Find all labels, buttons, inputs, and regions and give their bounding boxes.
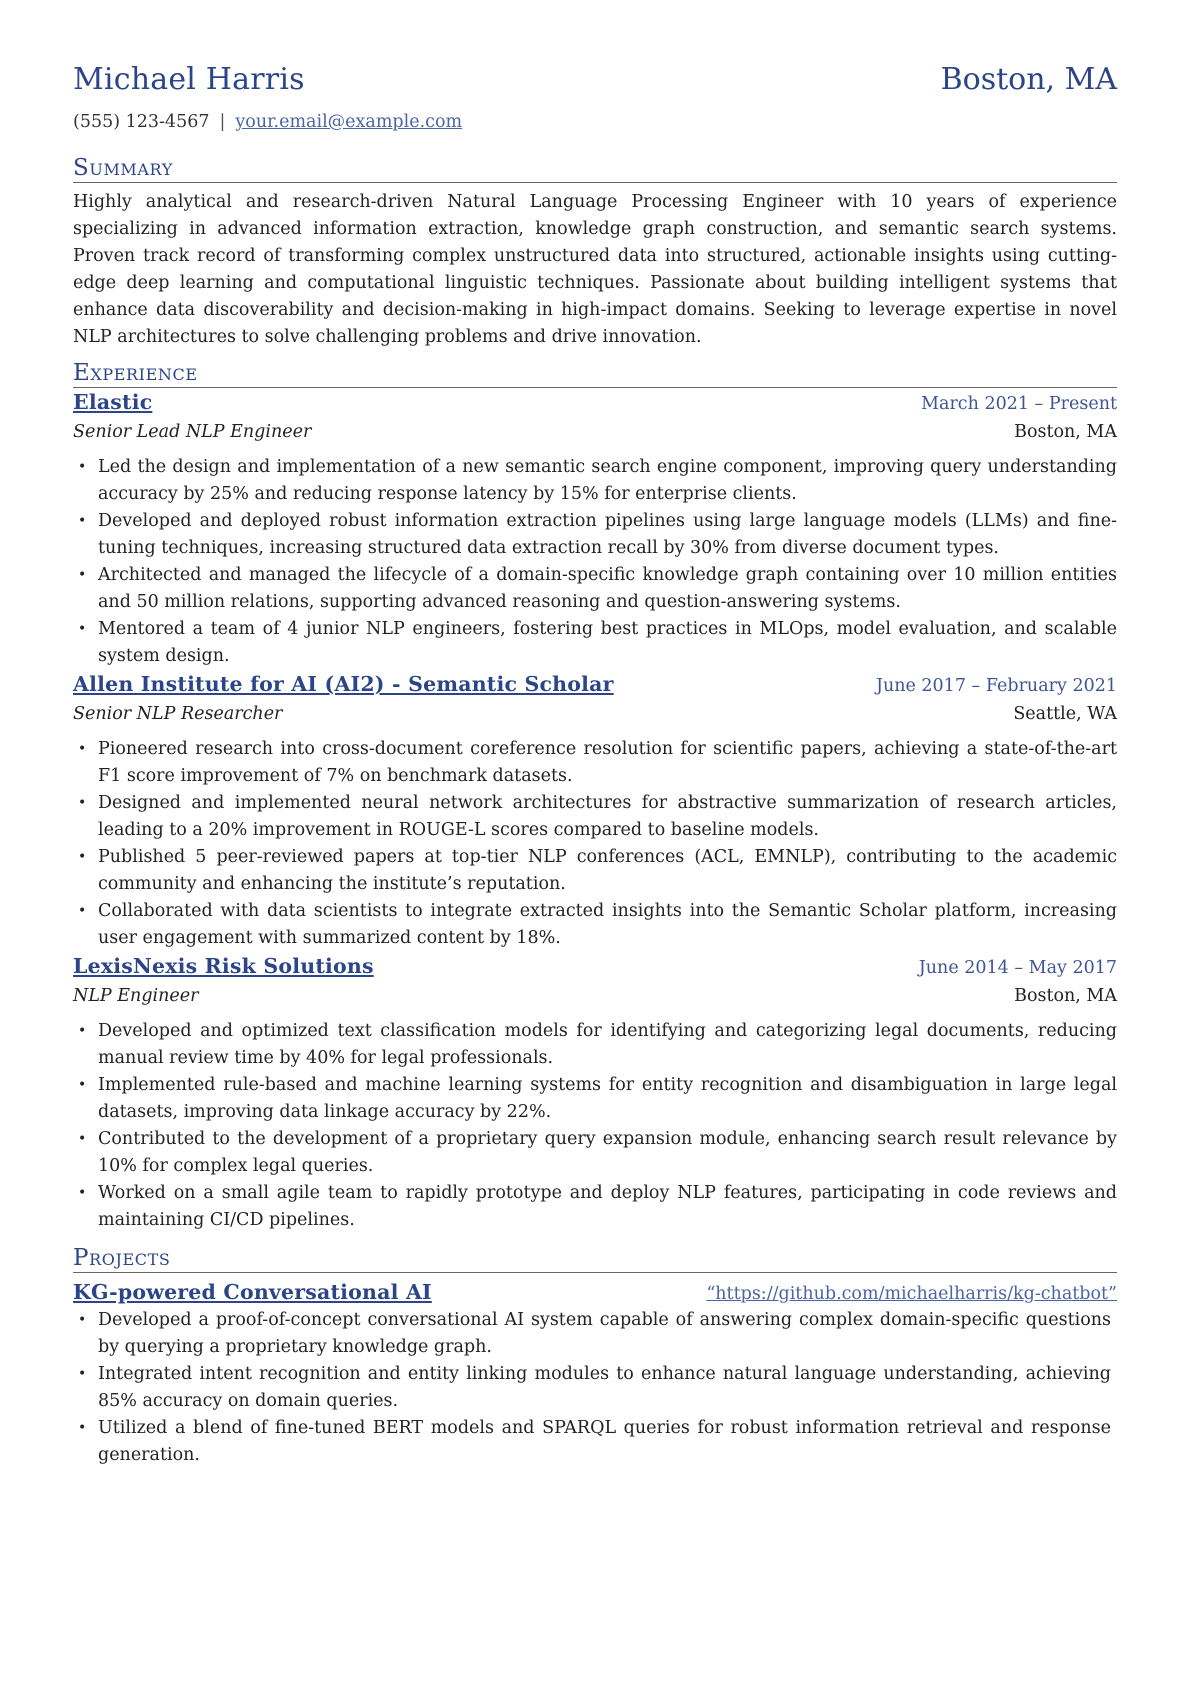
company-link[interactable]: LexisNexis Risk Solutions (73, 954, 374, 978)
bullet-item: • Developed and deployed robust information extraction pipelines using large language models (LLMs) and fine-tuning techniques, increasing structured data extraction recall by 30% from diverse document types. (73, 508, 1117, 562)
project-repo-link[interactable]: “https://github.com/michaelharris/kg-chatbot” (706, 1284, 1117, 1304)
project-bullets (73, 1307, 1117, 1469)
job-entry (73, 952, 1117, 1234)
bullet-item: • Worked on a small agile team to rapidly prototype and deploy NLP features, participating in code reviews and maintaining CI/CD pipelines. (73, 1180, 1117, 1234)
job-location: Boston, MA (1014, 422, 1117, 442)
bullet-item: • Led the design and implementation of a new semantic search engine component, improving query understanding accuracy by 25% and reducing response latency by 15% for enterprise clients. (73, 454, 1117, 508)
project-entry (73, 1279, 1117, 1469)
candidate-name: Michael Harris (73, 62, 305, 97)
job-dates: March 2021 – Present (921, 394, 1117, 414)
job-header (73, 952, 1117, 983)
contact-separator: | (219, 112, 226, 132)
bullet-item: • Utilized a blend of fine-tuned BERT models and SPARQL queries for robust information retrieval and response generation. (73, 1415, 1117, 1469)
job-role: Senior Lead NLP Engineer (73, 422, 312, 442)
job-location: Seattle, WA (1013, 704, 1117, 724)
job-bullets (73, 454, 1117, 670)
email-link[interactable]: your.email@example.com (235, 112, 463, 132)
projects-heading: Projects (73, 1244, 1117, 1273)
job-role: NLP Engineer (73, 986, 199, 1006)
bullet-item: • Implemented rule-based and machine learning systems for entity recognition and disambiguation in large legal datasets, improving data linkage accuracy by 22%. (73, 1072, 1117, 1126)
project-name-link[interactable]: KG-powered Conversational AI (73, 1280, 432, 1304)
bullet-item: • Contributed to the development of a proprietary query expansion module, enhancing search result relevance by 10% for complex legal queries. (73, 1126, 1117, 1180)
bullet-item: • Mentored a team of 4 junior NLP engineers, fostering best practices in MLOps, model evaluation, and scalable system design. (73, 616, 1117, 670)
job-entry (73, 388, 1117, 670)
job-role: Senior NLP Researcher (73, 704, 283, 724)
summary-heading: Summary (73, 154, 1117, 183)
phone-number: (555) 123-4567 (73, 112, 210, 132)
job-entry (73, 670, 1117, 952)
projects-list (73, 1279, 1117, 1469)
bullet-item: • Architected and managed the lifecycle of a domain-specific knowledge graph containing over 10 million entities and 50 million relations, supporting advanced reasoning and question-answering systems. (73, 562, 1117, 616)
contact-line (73, 112, 1117, 132)
job-dates: June 2017 – February 2021 (875, 676, 1117, 696)
project-header (73, 1279, 1117, 1307)
bullet-item: • Developed a proof-of-concept conversational AI system capable of answering complex domain-specific questions by querying a proprietary knowledge graph. (73, 1307, 1117, 1361)
company-link[interactable]: Elastic (73, 390, 153, 414)
company-link[interactable]: Allen Institute for AI (AI2) - Semantic Scholar (73, 672, 614, 696)
job-subheader (73, 701, 1117, 728)
job-subheader (73, 419, 1117, 446)
bullet-item: • Integrated intent recognition and entity linking modules to enhance natural language understanding, achieving 85% accuracy on domain queries. (73, 1361, 1117, 1415)
bullet-item: • Pioneered research into cross-document coreference resolution for scientific papers, achieving a state-of-the-art F1 score improvement of 7% on benchmark datasets. (73, 736, 1117, 790)
job-subheader (73, 983, 1117, 1010)
job-bullets (73, 736, 1117, 952)
bullet-item: • Designed and implemented neural network architectures for abstractive summarization of research articles, leading to a 20% improvement in ROUGE-L scores compared to baseline models. (73, 790, 1117, 844)
job-header (73, 670, 1117, 701)
experience-heading: Experience (73, 359, 1117, 388)
job-bullets (73, 1018, 1117, 1234)
bullet-item: • Collaborated with data scientists to integrate extracted insights into the Semantic Scholar platform, increasing user engagement with summarized content by 18%. (73, 898, 1117, 952)
bullet-item: • Published 5 peer-reviewed papers at top-tier NLP conferences (ACL, EMNLP), contributing to the academic community and enhancing the institute’s reputation. (73, 844, 1117, 898)
summary-text: Highly analytical and research-driven Natural Language Processing Engineer with 10 years of experience specializing in advanced information extraction, knowledge graph construction, and semantic search systems. Proven track record of transforming complex unstructured data into structured, actionable insights using cutting-edge deep learning and computational linguistic techniques. Passionate about building intelligent systems that enhance data discoverability and decision-making in high-impact domains. Seeking to leverage expertise in novel NLP architectures to solve challenging problems and drive innovation. (73, 192, 1117, 347)
job-location: Boston, MA (1014, 986, 1117, 1006)
candidate-location: Boston, MA (940, 62, 1117, 97)
resume-header (73, 62, 1117, 106)
job-dates: June 2014 – May 2017 (918, 958, 1117, 978)
job-header (73, 388, 1117, 419)
bullet-item: • Developed and optimized text classification models for identifying and categorizing legal documents, reducing manual review time by 40% for legal professionals. (73, 1018, 1117, 1072)
experience-list (73, 388, 1117, 1234)
